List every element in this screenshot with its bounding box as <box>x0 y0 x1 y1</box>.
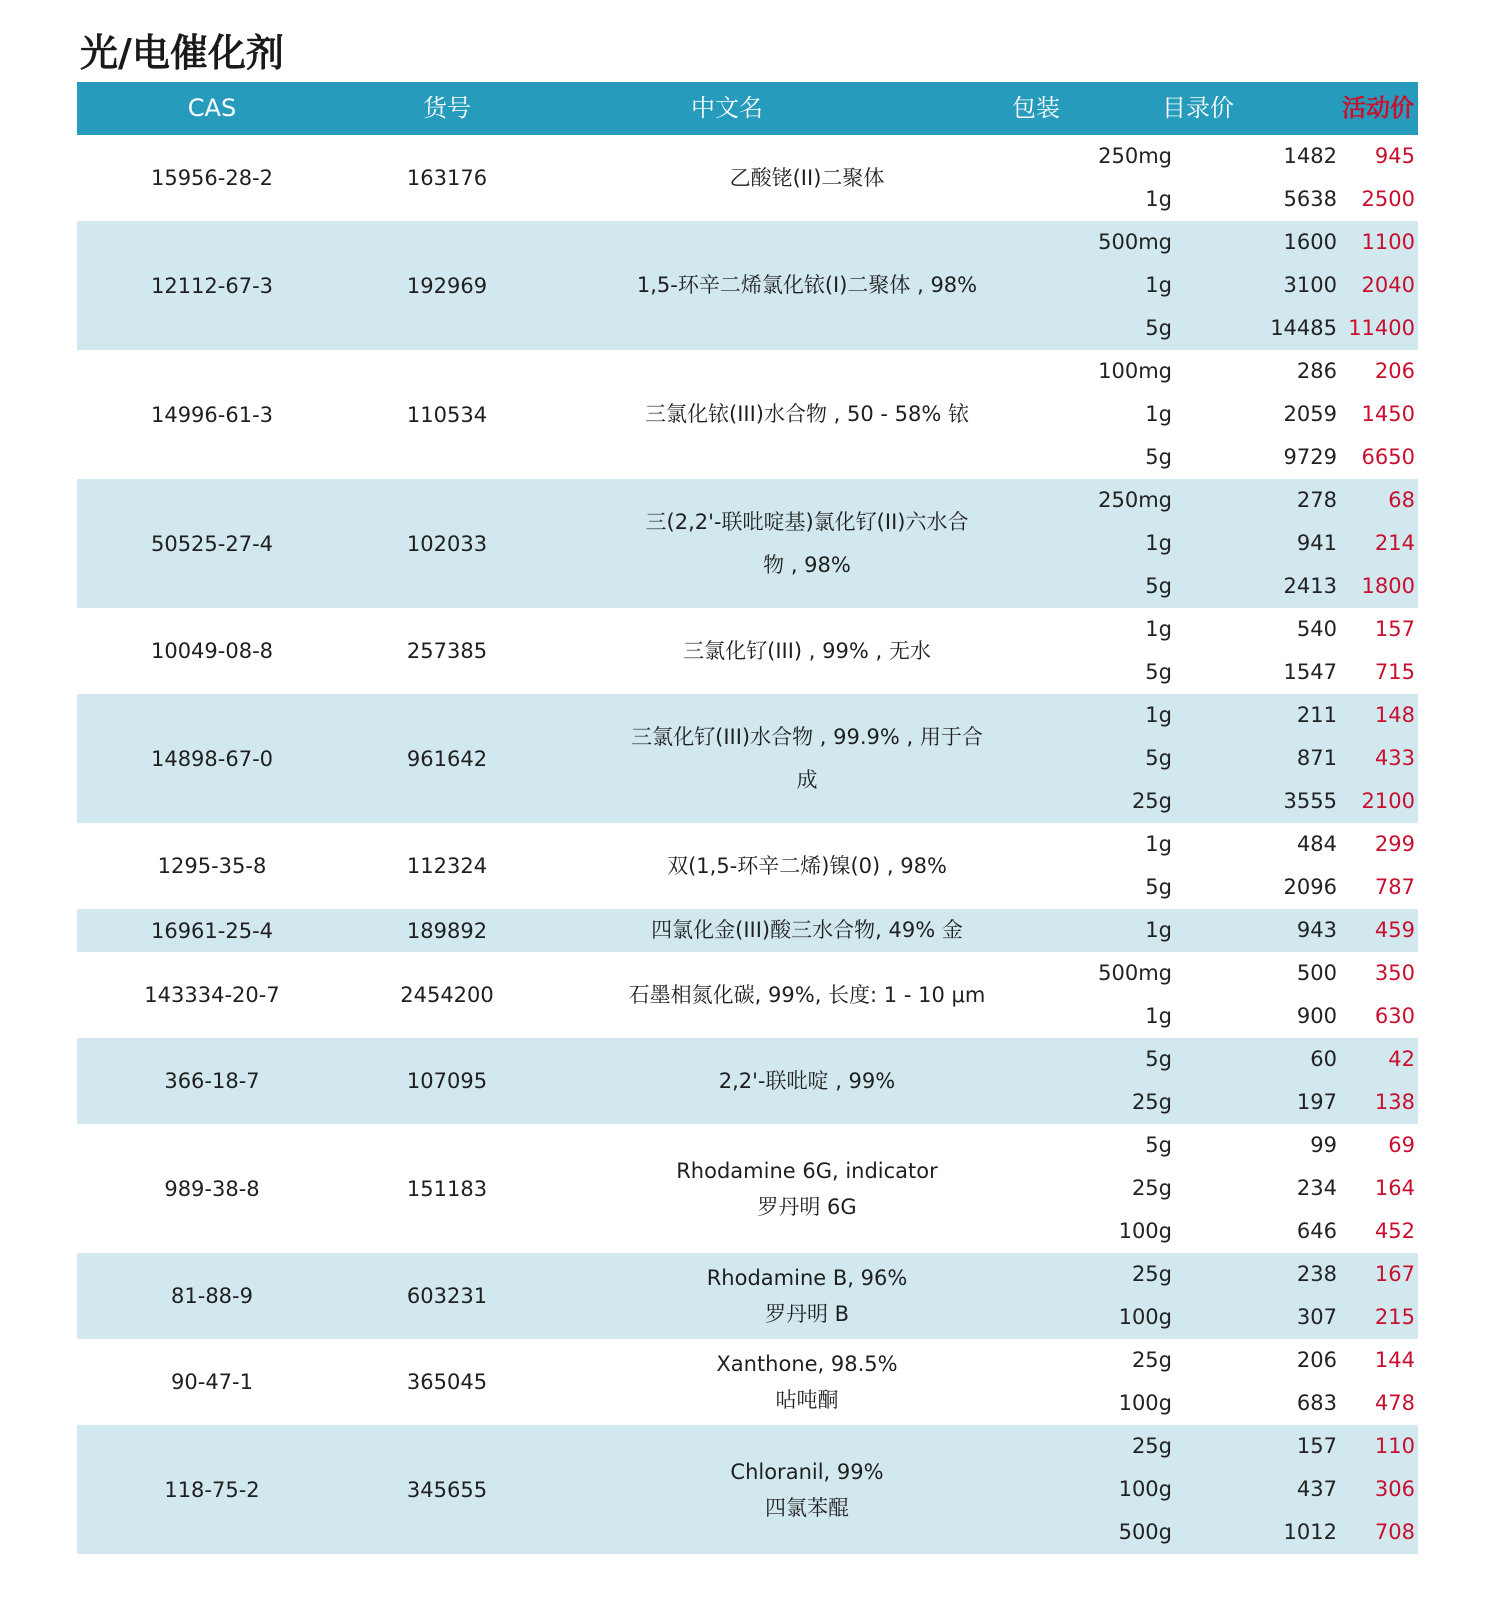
package-size: 5g <box>1145 660 1172 684</box>
promo-price: 630 <box>1374 1004 1415 1028</box>
package-size: 5g <box>1145 574 1172 598</box>
catalog-no-cell: 603231 <box>406 1284 488 1308</box>
promo-price: 11400 <box>1348 316 1415 340</box>
catalog-no-cell: 107095 <box>406 1069 488 1093</box>
promo-price: 1100 <box>1361 230 1415 254</box>
package-line <box>977 1038 1418 1081</box>
package-size: 25g <box>1131 1434 1172 1458</box>
package-size: 1g <box>1145 832 1172 856</box>
catalog-no-cell: 110534 <box>406 402 488 427</box>
package-line <box>977 780 1418 823</box>
promo-price: 945 <box>1374 144 1415 168</box>
list-price: 238 <box>1296 1262 1337 1286</box>
package-line <box>977 264 1418 307</box>
package-size: 100g <box>1118 1305 1172 1329</box>
table-row <box>77 1339 1418 1425</box>
promo-price: 1800 <box>1361 574 1415 598</box>
package-line <box>977 479 1418 522</box>
package-list <box>977 1124 1418 1253</box>
list-price: 646 <box>1296 1219 1337 1243</box>
package-line <box>977 694 1418 737</box>
promo-price: 787 <box>1374 875 1415 899</box>
name-line: 呫吨酮 <box>775 1388 839 1412</box>
catalog-no-cell: 163176 <box>406 166 488 190</box>
cas-cell: 14996-61-3 <box>150 402 274 427</box>
package-size: 1g <box>1145 703 1172 727</box>
list-price: 1482 <box>1283 144 1337 168</box>
table-body <box>77 135 1418 1554</box>
package-size: 1g <box>1145 1004 1172 1028</box>
package-line <box>977 1511 1418 1554</box>
promo-price: 708 <box>1374 1520 1415 1544</box>
name-line: 三(2,2'-联吡啶基)氯化钌(II)六水合 <box>645 509 969 534</box>
package-size: 250mg <box>1098 488 1172 512</box>
package-size: 5g <box>1145 875 1172 899</box>
promo-price: 157 <box>1374 617 1415 641</box>
cas-cell: 16961-25-4 <box>150 918 274 943</box>
list-price: 1547 <box>1283 660 1337 684</box>
package-size: 1g <box>1145 273 1172 297</box>
package-line <box>977 307 1418 350</box>
package-size: 500mg <box>1098 230 1172 254</box>
cas-cell: 50525-27-4 <box>150 531 274 556</box>
package-line <box>977 1124 1418 1167</box>
package-list <box>977 1038 1418 1124</box>
package-line <box>977 1468 1418 1511</box>
package-list <box>977 909 1418 952</box>
cas-cell: 10049-08-8 <box>150 639 274 663</box>
table-row <box>77 479 1418 608</box>
package-list <box>977 694 1418 823</box>
package-line <box>977 565 1418 608</box>
header-name: 中文名 <box>691 94 763 122</box>
catalog-no-cell: 2454200 <box>400 983 494 1007</box>
package-size: 100mg <box>1098 359 1172 383</box>
package-line <box>977 823 1418 866</box>
name-line: 成 <box>796 767 818 792</box>
promo-price: 2040 <box>1361 273 1415 297</box>
table-row <box>77 1038 1418 1124</box>
list-price: 484 <box>1296 832 1337 856</box>
name-line: 四氯化金(III)酸三水合物, 49% 金 <box>651 918 963 942</box>
promo-price: 68 <box>1388 488 1415 512</box>
package-list <box>977 1253 1418 1339</box>
cas-cell: 1295-35-8 <box>157 854 267 878</box>
list-price: 234 <box>1296 1176 1337 1200</box>
package-line <box>977 909 1418 952</box>
name-cell <box>617 952 997 1038</box>
catalog-no-cell: 345655 <box>406 1477 488 1502</box>
table-row <box>77 1425 1418 1554</box>
name-line: 乙酸铑(II)二聚体 <box>729 165 885 190</box>
package-line <box>977 522 1418 565</box>
package-size: 25g <box>1131 1262 1172 1286</box>
list-price: 3555 <box>1283 789 1337 813</box>
name-line: 三氯化钌(III)水合物 , 99.9% , 用于合 <box>631 724 983 749</box>
package-size: 100g <box>1118 1477 1172 1501</box>
list-price: 9729 <box>1283 445 1337 469</box>
name-cell <box>617 1339 997 1425</box>
package-line <box>977 866 1418 909</box>
list-price: 683 <box>1296 1391 1337 1415</box>
table-row <box>77 135 1418 221</box>
name-line: 2,2'-联吡啶 , 99% <box>718 1068 896 1093</box>
package-list <box>977 608 1418 694</box>
header-package: 包装 <box>1012 94 1060 122</box>
promo-price: 306 <box>1374 1477 1415 1501</box>
list-price: 157 <box>1296 1434 1337 1458</box>
package-line <box>977 436 1418 479</box>
package-line <box>977 1425 1418 1468</box>
package-size: 500g <box>1118 1520 1172 1544</box>
package-size: 25g <box>1131 1090 1172 1114</box>
promo-price: 214 <box>1374 531 1415 555</box>
package-line <box>977 350 1418 393</box>
package-line <box>977 952 1418 995</box>
list-price: 1600 <box>1283 230 1337 254</box>
name-cell <box>617 1124 997 1253</box>
header-list-price: 目录价 <box>1162 94 1234 122</box>
package-size: 1g <box>1145 402 1172 426</box>
cas-cell: 90-47-1 <box>171 1370 253 1394</box>
catalog-no-cell: 112324 <box>406 854 488 878</box>
list-price: 307 <box>1296 1305 1337 1329</box>
name-cell <box>617 135 997 221</box>
list-price: 2096 <box>1283 875 1337 899</box>
name-line: Xanthone, 98.5% <box>716 1352 898 1376</box>
table-row <box>77 350 1418 479</box>
promo-price: 350 <box>1374 961 1415 985</box>
package-line <box>977 651 1418 694</box>
package-list <box>977 479 1418 608</box>
cas-cell: 989-38-8 <box>164 1176 260 1201</box>
package-list <box>977 823 1418 909</box>
table-row <box>77 694 1418 823</box>
page-title: 光/电催化剂 <box>80 31 284 75</box>
package-size: 25g <box>1131 1348 1172 1372</box>
package-size: 250mg <box>1098 144 1172 168</box>
name-line: 石墨相氮化碳, 99%, 长度: 1 - 10 μm <box>628 982 986 1007</box>
promo-price: 433 <box>1374 746 1415 770</box>
promo-price: 6650 <box>1361 445 1415 469</box>
table-row <box>77 823 1418 909</box>
package-line <box>977 1081 1418 1124</box>
package-line <box>977 135 1418 178</box>
package-line <box>977 1339 1418 1382</box>
promo-price: 138 <box>1374 1090 1415 1114</box>
package-size: 5g <box>1145 316 1172 340</box>
list-price: 437 <box>1296 1477 1337 1501</box>
package-size: 500mg <box>1098 961 1172 985</box>
promo-price: 215 <box>1374 1305 1415 1329</box>
promo-price: 167 <box>1374 1262 1415 1286</box>
cas-cell: 143334-20-7 <box>144 983 280 1007</box>
package-size: 25g <box>1131 789 1172 813</box>
list-price: 286 <box>1296 359 1337 383</box>
promo-price: 148 <box>1374 703 1415 727</box>
list-price: 3100 <box>1283 273 1337 297</box>
table-row <box>77 221 1418 350</box>
catalog-no-cell: 192969 <box>406 273 488 298</box>
table-row <box>77 1124 1418 1253</box>
package-size: 100g <box>1118 1219 1172 1243</box>
promo-price: 164 <box>1374 1176 1415 1200</box>
package-list <box>977 221 1418 350</box>
package-line <box>977 221 1418 264</box>
name-line: 双(1,5-环辛二烯)镍(0) , 98% <box>667 853 947 878</box>
package-list <box>977 1339 1418 1425</box>
package-size: 1g <box>1145 187 1172 211</box>
package-line <box>977 1210 1418 1253</box>
list-price: 871 <box>1296 746 1337 770</box>
package-line <box>977 995 1418 1038</box>
package-list <box>977 135 1418 221</box>
promo-price: 206 <box>1374 359 1415 383</box>
list-price: 1012 <box>1283 1520 1337 1544</box>
name-cell <box>617 1038 997 1124</box>
name-cell <box>617 479 997 608</box>
package-size: 5g <box>1145 1133 1172 1157</box>
package-line <box>977 1167 1418 1210</box>
list-price: 60 <box>1310 1047 1337 1071</box>
package-size: 100g <box>1118 1391 1172 1415</box>
package-list <box>977 1425 1418 1554</box>
name-cell <box>617 1425 997 1554</box>
package-line <box>977 1296 1418 1339</box>
package-list <box>977 350 1418 479</box>
package-size: 1g <box>1145 531 1172 555</box>
list-price: 2059 <box>1283 402 1337 426</box>
name-line: 罗丹明 6G <box>757 1194 857 1219</box>
name-cell <box>617 221 997 350</box>
promo-price: 144 <box>1374 1348 1415 1372</box>
promo-price: 452 <box>1374 1219 1415 1243</box>
header-cas: CAS <box>187 94 237 122</box>
catalog-no-cell: 102033 <box>406 531 488 556</box>
package-size: 5g <box>1145 746 1172 770</box>
name-line: 罗丹明 B <box>764 1302 850 1326</box>
name-line: Rhodamine B, 96% <box>706 1266 908 1290</box>
package-size: 5g <box>1145 1047 1172 1071</box>
list-price: 900 <box>1296 1004 1337 1028</box>
cas-cell: 366-18-7 <box>164 1069 260 1093</box>
table-row <box>77 952 1418 1038</box>
list-price: 278 <box>1296 488 1337 512</box>
promo-price: 715 <box>1374 660 1415 684</box>
promo-price: 69 <box>1388 1133 1415 1157</box>
name-cell <box>617 350 997 479</box>
promo-price: 299 <box>1374 832 1415 856</box>
name-line: 物 , 98% <box>763 552 851 577</box>
catalog-no-cell: 961642 <box>406 746 488 771</box>
list-price: 540 <box>1296 617 1337 641</box>
name-cell <box>617 694 997 823</box>
name-line: Chloranil, 99% <box>730 1459 884 1484</box>
promo-price: 459 <box>1374 918 1415 942</box>
table-header <box>77 82 1418 135</box>
cas-cell: 12112-67-3 <box>150 273 274 298</box>
package-size: 5g <box>1145 445 1172 469</box>
package-line <box>977 608 1418 651</box>
promo-price: 42 <box>1388 1047 1415 1071</box>
cas-cell: 118-75-2 <box>164 1477 260 1502</box>
list-price: 206 <box>1296 1348 1337 1372</box>
package-list <box>977 952 1418 1038</box>
name-cell <box>617 823 997 909</box>
list-price: 197 <box>1296 1090 1337 1114</box>
package-size: 25g <box>1131 1176 1172 1200</box>
name-line: 1,5-环辛二烯氯化铱(I)二聚体 , 98% <box>636 273 978 297</box>
list-price: 943 <box>1296 918 1337 942</box>
list-price: 2413 <box>1283 574 1337 598</box>
promo-price: 2500 <box>1361 187 1415 211</box>
list-price: 99 <box>1310 1133 1337 1157</box>
name-cell <box>617 1253 997 1339</box>
promo-price: 478 <box>1374 1391 1415 1415</box>
package-line <box>977 393 1418 436</box>
package-line <box>977 737 1418 780</box>
promo-price: 110 <box>1374 1434 1415 1458</box>
catalog-no-cell: 257385 <box>406 639 488 663</box>
name-line: 三氯化铱(III)水合物 , 50 - 58% 铱 <box>645 402 969 426</box>
cas-cell: 15956-28-2 <box>150 166 274 190</box>
name-cell <box>617 608 997 694</box>
list-price: 941 <box>1296 531 1337 555</box>
package-size: 1g <box>1145 918 1172 942</box>
table-row <box>77 909 1418 952</box>
package-line <box>977 1253 1418 1296</box>
package-line <box>977 178 1418 221</box>
catalog-no-cell: 189892 <box>406 918 488 943</box>
promo-price: 1450 <box>1361 402 1415 426</box>
name-line: 四氯苯醌 <box>765 1495 849 1520</box>
table-row <box>77 608 1418 694</box>
table-row <box>77 1253 1418 1339</box>
name-cell <box>617 909 997 952</box>
list-price: 211 <box>1296 703 1337 727</box>
promo-price: 2100 <box>1361 789 1415 813</box>
name-line: 三氯化钌(III) , 99% , 无水 <box>683 638 931 663</box>
catalog-no-cell: 151183 <box>406 1176 488 1201</box>
package-size: 1g <box>1145 617 1172 641</box>
cas-cell: 14898-67-0 <box>150 746 274 771</box>
name-line: Rhodamine 6G, indicator <box>676 1158 938 1183</box>
list-price: 5638 <box>1283 187 1337 211</box>
list-price: 14485 <box>1270 316 1337 340</box>
header-catalog-no: 货号 <box>423 94 471 122</box>
list-price: 500 <box>1296 961 1337 985</box>
cas-cell: 81-88-9 <box>171 1284 253 1308</box>
header-promo-price: 活动价 <box>1342 94 1414 122</box>
catalog-no-cell: 365045 <box>406 1370 488 1394</box>
package-line <box>977 1382 1418 1425</box>
